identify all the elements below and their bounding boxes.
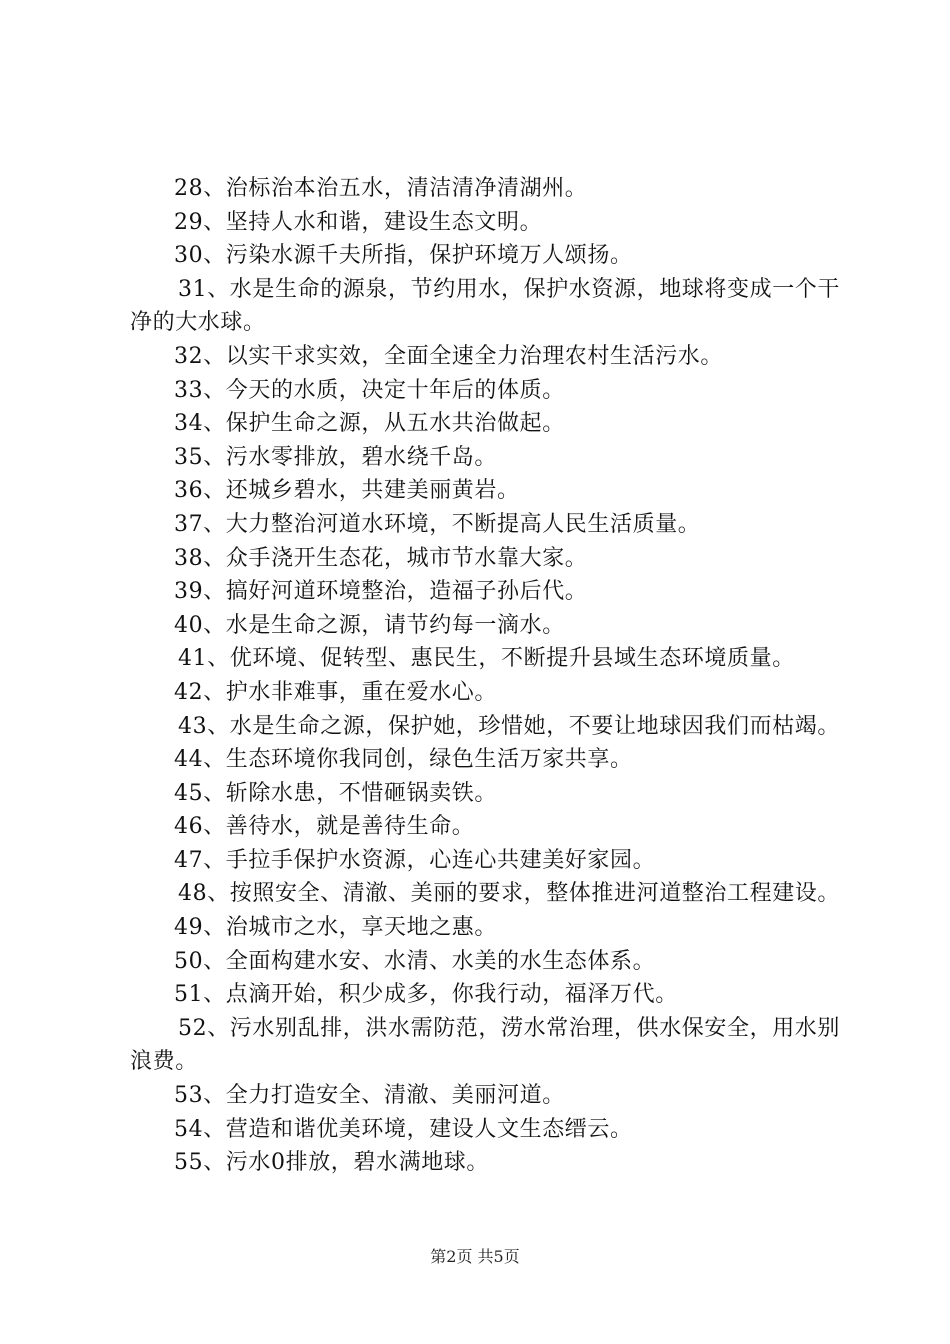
- slogan-item: 29、坚持人水和谐，建设生态文明。: [174, 209, 543, 235]
- page-footer: 第2页 共5页: [430, 1247, 520, 1266]
- slogan-item: 47、手拉手保护水资源，心连心共建美好家园。: [174, 847, 656, 873]
- slogan-item: 34、保护生命之源，从五水共治做起。: [174, 411, 565, 437]
- slogan-item: 43、水是生命之源，保护她，珍惜她，不要让地球因我们而枯竭。: [178, 713, 840, 739]
- slogan-item: 50、全面构建水安、水清、水美的水生态体系。: [174, 948, 656, 974]
- slogan-item: 36、还城乡碧水，共建美丽黄岩。: [174, 478, 520, 504]
- slogan-item: 31、水是生命的源泉，节约用水，保护水资源，地球将变成一个干净的大水球。: [130, 276, 840, 336]
- slogan-item: 53、全力打造安全、清澈、美丽河道。: [174, 1083, 565, 1109]
- slogan-item: 54、营造和谐优美环境，建设人文生态缙云。: [174, 1116, 633, 1142]
- slogan-item: 40、水是生命之源，请节约每一滴水。: [174, 612, 565, 638]
- slogan-list: [130, 172, 842, 1180]
- slogan-item: 45、斩除水患，不惜砸锅卖铁。: [174, 780, 497, 806]
- slogan-item: 46、善待水，就是善待生命。: [174, 814, 475, 840]
- slogan-item: 28、治标治本治五水，清洁清净清湖州。: [174, 176, 588, 201]
- slogan-item: 52、污水别乱排，洪水需防范，涝水常治理，供水保安全，用水别浪费。: [130, 1015, 840, 1075]
- slogan-item: 42、护水非难事，重在爱水心。: [174, 679, 497, 705]
- slogan-item: 39、搞好河道环境整治，造福子孙后代。: [174, 579, 588, 605]
- slogan-item: 37、大力整治河道水环境，不断提高人民生活质量。: [174, 511, 701, 537]
- slogan-item: 32、以实干求实效，全面全速全力治理农村生活污水。: [174, 343, 723, 369]
- slogan-item: 35、污水零排放，碧水绕千岛。: [174, 444, 497, 470]
- slogan-item: 48、按照安全、清澈、美丽的要求，整体推进河道整治工程建设。: [178, 881, 840, 907]
- slogan-item: 38、众手浇开生态花，城市节水靠大家。: [174, 545, 588, 571]
- slogan-item: 33、今天的水质，决定十年后的体质。: [174, 377, 565, 403]
- slogan-item: 51、点滴开始，积少成多，你我行动，福泽万代。: [174, 982, 678, 1008]
- slogan-item: 44、生态环境你我同创，绿色生活万家共享。: [174, 747, 633, 773]
- slogan-item: 30、污染水源千夫所指，保护环境万人颂扬。: [174, 243, 633, 269]
- slogan-item: 49、治城市之水，享天地之惠。: [174, 915, 497, 941]
- slogan-item: 55、污水0排放，碧水满地球。: [174, 1150, 489, 1176]
- slogan-item: 41、优环境、促转型、惠民生，不断提升县域生态环境质量。: [178, 646, 795, 672]
